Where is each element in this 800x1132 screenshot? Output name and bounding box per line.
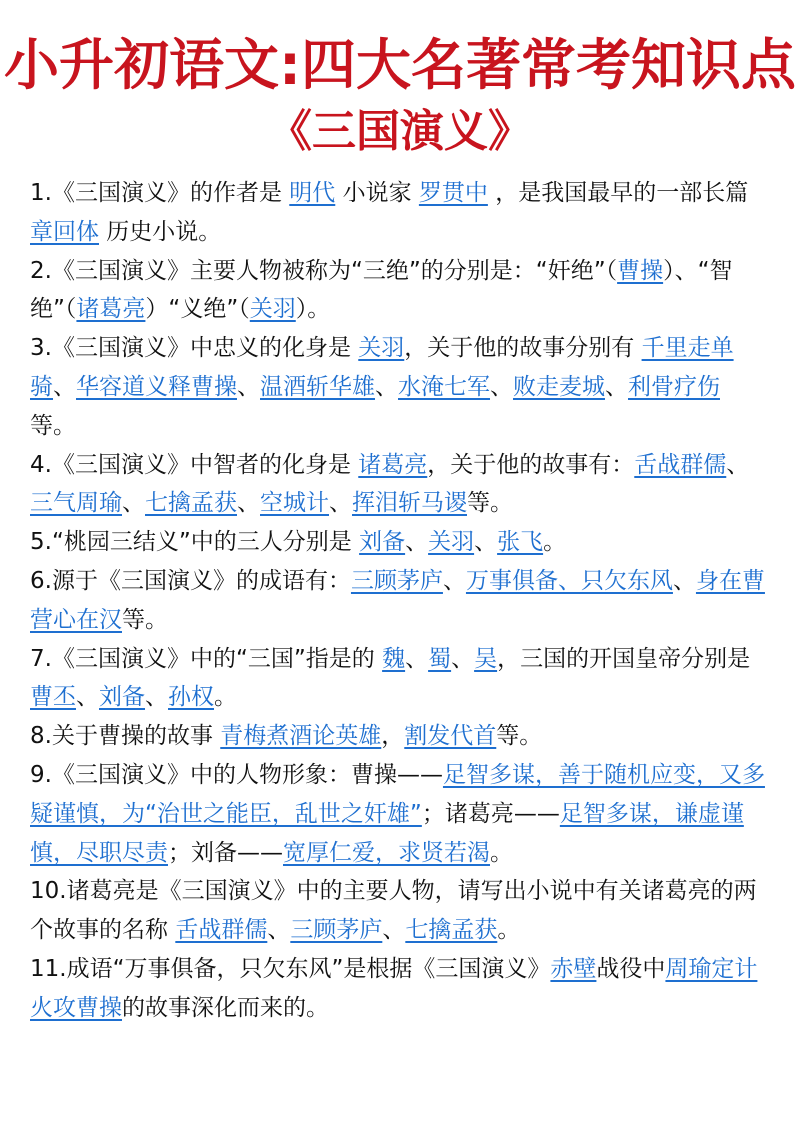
answer-text: 舌战群儒 — [634, 451, 727, 478]
answer-text: 刘备 — [359, 529, 406, 556]
page-title: 小升初语文:四大名著常考知识点 — [4, 33, 796, 97]
question-text: 、 — [145, 684, 168, 711]
question-text: ；诸葛亮—— — [421, 800, 560, 827]
answer-text: 关羽 — [428, 529, 475, 556]
answer-text: 刘备 — [99, 684, 145, 711]
answer-text: 温酒斩华雄 — [260, 373, 375, 400]
answer-text: 败走麦城 — [513, 373, 605, 400]
question-text: ，三国的开国皇帝分别是 — [497, 645, 751, 672]
answer-text: 诸葛亮 — [76, 296, 146, 323]
knowledge-item-2 — [30, 252, 770, 330]
knowledge-item-8 — [30, 717, 770, 756]
question-text: 、 — [329, 490, 352, 517]
question-text: ，是我国最早的一部长篇 — [487, 180, 749, 206]
answer-text: 宽厚仁爱，求贤若渴 — [283, 839, 490, 866]
answer-text: 三顾茅庐 — [290, 917, 383, 944]
question-text: 4.《三国演义》中智者的化身是 — [30, 451, 359, 478]
answer-text: 七擒孟获 — [405, 917, 498, 944]
answer-text: 罗贯中 — [418, 180, 488, 206]
knowledge-item-10 — [30, 872, 770, 950]
answer-text: 水淹七军 — [398, 373, 490, 400]
question-text: 2.《三国演义》主要人物被称为“三绝”的分别是：“奸绝”（ — [30, 257, 618, 284]
question-text: ）、“智绝”（ — [30, 257, 733, 323]
question-text: 、 — [267, 917, 291, 944]
question-text: 小说家 — [335, 180, 419, 206]
question-text: 8.关于曹操的故事 — [30, 723, 221, 750]
question-text: 、 — [726, 451, 750, 478]
answer-text: 青梅煮酒论英雄 — [220, 723, 382, 750]
answer-text: 舌战群儒 — [175, 917, 268, 944]
question-text: 11.成语“万事俱备，只欠东风”是根据《三国演义》 — [30, 955, 551, 982]
answer-text: 章回体 — [30, 218, 99, 245]
answer-text: 千里走单骑 — [30, 335, 734, 400]
question-text: 3.《三国演义》中忠义的化身是 — [30, 335, 359, 362]
question-text: ，关于他的故事有： — [427, 451, 635, 478]
question-text: 1.《三国演义》的作者是 — [30, 180, 290, 206]
question-text: 等。 — [496, 723, 543, 750]
question-text: ， — [381, 723, 405, 750]
answer-text: 万事俱备、只欠东风 — [465, 567, 673, 594]
question-text: 、 — [53, 373, 76, 400]
question-text: 等。 — [30, 412, 76, 439]
question-text: 、 — [382, 917, 406, 944]
answer-text: 足智多谋，善于随机应变，又多疑谨慎，为“治世之能臣，乱世之奸雄” — [30, 761, 765, 827]
question-text: 等。 — [467, 490, 513, 517]
question-text: 历史小说。 — [99, 218, 222, 245]
question-text: 。 — [497, 917, 521, 944]
question-text: 5.“桃园三结义”中的三人分别是 — [30, 529, 360, 556]
answer-text: 曹操 — [617, 257, 664, 284]
answer-text: 诸葛亮 — [358, 451, 428, 478]
question-text: 。 — [543, 529, 567, 556]
answer-text: 明代 — [289, 180, 336, 206]
question-text: 、 — [490, 373, 513, 400]
question-text: 、 — [375, 373, 398, 400]
answer-text: 身在曹营心在汉 — [30, 567, 765, 633]
book-subtitle: 《三国演义》 — [268, 106, 532, 157]
question-text: 等。 — [122, 606, 168, 633]
knowledge-item-6 — [30, 562, 770, 640]
question-text: 、 — [237, 373, 260, 400]
question-text: 、 — [122, 490, 145, 517]
knowledge-item-7 — [30, 640, 770, 718]
answer-text: 七擒孟获 — [145, 490, 237, 517]
answer-text: 关羽 — [249, 296, 296, 323]
question-text: 。 — [490, 839, 513, 866]
answer-text: 魏 — [382, 645, 406, 672]
question-text: 、 — [451, 645, 475, 672]
answer-text: 利骨疗伤 — [628, 373, 720, 400]
question-text: 、 — [672, 567, 696, 594]
question-text: 、 — [76, 684, 99, 711]
question-text: 、 — [605, 373, 628, 400]
question-text: 、 — [237, 490, 260, 517]
question-text: 、 — [474, 529, 498, 556]
answer-text: 华容道义释曹操 — [76, 373, 237, 400]
answer-text: 挥泪斩马谡 — [352, 490, 467, 517]
knowledge-item-11 — [30, 950, 770, 1028]
question-text: 7.《三国演义》中的“三国”指是的 — [30, 645, 383, 672]
question-text: 的故事深化而来的。 — [122, 994, 329, 1021]
question-text: 、 — [405, 645, 429, 672]
question-text: 、 — [442, 567, 466, 594]
answer-text: 周瑜定计火攻曹操 — [30, 955, 758, 1021]
answer-text: 三顾茅庐 — [350, 567, 443, 594]
answer-text: 空城计 — [260, 490, 329, 517]
answer-text: 曹丕 — [30, 684, 76, 711]
knowledge-item-5 — [30, 523, 770, 562]
question-text: 10.诸葛亮是《三国演义》中的主要人物，请写出小说中有关诸葛亮的两个故事的名称 — [30, 878, 757, 944]
question-text: ；刘备—— — [168, 839, 283, 866]
answer-text: 关羽 — [358, 335, 405, 362]
answer-text: 割发代首 — [404, 723, 497, 750]
question-text: 6.源于《三国演义》的成语有： — [30, 567, 351, 594]
question-text: ）。 — [295, 296, 331, 323]
knowledge-item-3 — [30, 329, 770, 445]
question-text: 。 — [214, 684, 237, 711]
question-text: 、 — [405, 529, 429, 556]
answer-text: 蜀 — [428, 645, 452, 672]
answer-text: 三气周瑜 — [30, 490, 122, 517]
answer-text: 足智多谋，谦虚谨慎，尽职尽责 — [30, 800, 744, 866]
answer-text: 吴 — [474, 645, 498, 672]
question-text: ）“义绝”（ — [145, 296, 250, 323]
answer-text: 赤壁 — [550, 955, 597, 982]
knowledge-item-1 — [30, 174, 770, 252]
answer-text: 张飞 — [497, 529, 544, 556]
knowledge-item-4 — [30, 446, 770, 524]
answer-text: 孙权 — [168, 684, 214, 711]
knowledge-points — [30, 174, 770, 1028]
question-text: ，关于他的故事分别有 — [404, 335, 642, 362]
question-text: 战役中 — [596, 955, 666, 982]
knowledge-item-9 — [30, 756, 770, 872]
question-text: 9.《三国演义》中的人物形象：曹操—— — [30, 761, 443, 788]
